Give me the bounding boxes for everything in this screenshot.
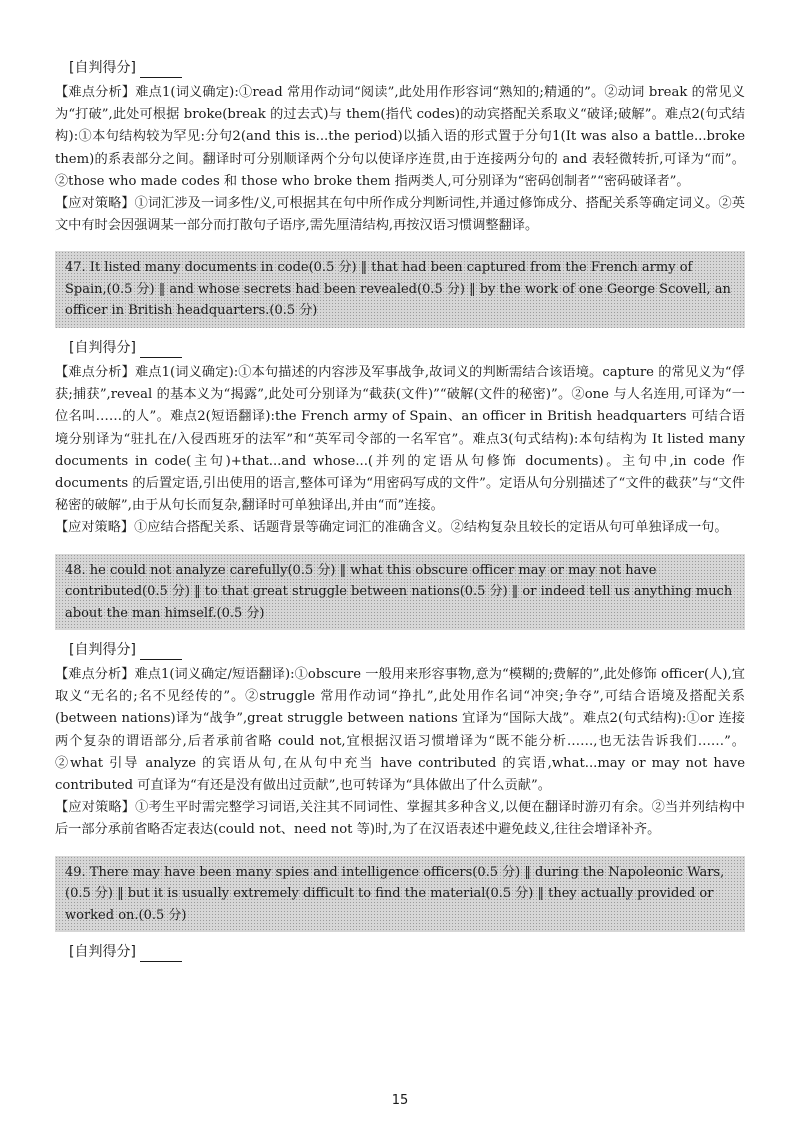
q47-analysis-paragraph: 【难点分析】难点1(词义确定):①本句描述的内容涉及军事战争,故词义的判断需结合该语境。capture 的常见义为“俘获;捕获”,reveal 的基本义为“揭露”,此处可分别译为“截获(文件)”“破解(文件的秘密)”。②one 与人名连用,可译为“一位名叫……的人”。难点2(短语翻译):the French army of Spain、an officer in British headquarters 可结合语境分别译为“驻扎在/入侵西班牙的法军”和“英军司令部的一名军官”。难点3(句式结构):本句结构为 It listed many documents in code(主句)+that...and whose...(并列的定语从句修饰 documents)。主句中,in code 作 documents 的后置定语,引出使用的语言,整体可译为“用密码写成的文件”。定语从句分别描述了“文件的截获”与“文件秘密的破解”,由于从句长而复杂,翻译时可单独译出,并由“而”连接。 [55, 364, 745, 514]
self-score-blank[interactable] [140, 63, 182, 78]
self-score-line [69, 942, 745, 962]
page-content [55, 58, 745, 966]
self-score-line [69, 640, 745, 660]
self-score-label: [自判得分] [69, 944, 136, 961]
self-score-label: [自判得分] [69, 60, 136, 76]
q48-sentence-box [55, 554, 745, 631]
q49-sentence-box [55, 856, 745, 933]
q46-analysis-paragraph: 【难点分析】难点1(词义确定):①read 常用作动词“阅读”,此处用作形容词“熟知的;精通的”。②动词 break 的常见义为“打破”,此处可根据 broke(break 的过去式)与 them(指代 codes)的动宾搭配关系取义“破译;破解”。难点2(句式结构):①本句结构较为罕见:分句2(and this is...the period)以插入语的形式置于分句1(It was also a battle...broke them)的系表部分之间。翻译时可分别顺译两个分句以使译序连贯,由于连接两分句的 and 表轻微转折,可译为“而”。②those who made codes 和 those who broke them 指两类人,可分别译为“密码创制者”“密码破译者”。 [55, 85, 745, 189]
self-score-blank[interactable] [140, 343, 182, 358]
q48-strategy-paragraph: 【应对策略】①考生平时需完整学习词语,关注其不同词性、掌握其多种含义,以便在翻译时游刃有余。②当并列结构中后一部分承前省略否定表达(could not、need not 等)时,为了在汉语表述中避免歧义,往往会增译补齐。 [55, 800, 745, 838]
self-score-line [69, 58, 745, 78]
self-score-line [69, 338, 745, 358]
q48-analysis-paragraph: 【难点分析】难点1(词义确定/短语翻译):①obscure 一般用来形容事物,意为“模糊的;费解的”,此处修饰 officer(人),宜取义“无名的;名不见经传的”。②struggle 常用作动词“挣扎”,此处用作名词“冲突;争夺”,可结合语境及搭配关系(between nations)译为“战争”,great struggle between nations 宜译为“国际大战”。难点2(句式结构):①or 连接两个复杂的谓语部分,后者承前省略 could not,宜根据汉语习惯增译为“既不能分析……,也无法告诉我们……”。②what 引导 analyze 的宾语从句,在从句中充当 have contributed 的宾语,what...may or may not have contributed 可直译为“有还是没有做出过贡献”,也可转译为“具体做出了什么贡献”。 [55, 667, 745, 794]
q46-strategy-paragraph: 【应对策略】①词汇涉及一词多性/义,可根据其在句中所作成分判断词性,并通过修饰成分、搭配关系等确定词义。②英文中有时会因强调某一部分而打散句子语序,需先厘清结构,再按汉语习惯调整翻译。 [55, 196, 745, 234]
page-number: 15 [391, 1093, 409, 1108]
self-score-label: [自判得分] [69, 339, 136, 356]
q49-sentence: 49. There may have been many spies and intelligence officers(0.5 分) ‖ during the Napoleonic Wars,(0.5 分) ‖ but it is usually extremely difficult to find the material(0.5 分) ‖ they actually provided or worked on.(0.5 分) [65, 864, 725, 923]
q47-sentence: 47. It listed many documents in code(0.5 分) ‖ that had been captured from the French army of Spain,(0.5 分) ‖ and whose secrets had been revealed(0.5 分) ‖ by the work of one George Scovell, an officer in British headquarters.(0.5 分) [65, 260, 731, 319]
q47-sentence-box [55, 251, 745, 328]
self-score-blank[interactable] [140, 947, 182, 962]
self-score-label: [自判得分] [69, 642, 136, 659]
q47-strategy-paragraph: 【应对策略】①应结合搭配关系、话题背景等确定词汇的准确含义。②结构复杂且较长的定语从句可单独译成一句。 [55, 520, 728, 536]
q48-sentence: 48. he could not analyze carefully(0.5 分) ‖ what this obscure officer may or may not have contributed(0.5 分) ‖ to that great struggle between nations(0.5 分) ‖ or indeed tell us anything much about the man himself.(0.5 分) [65, 562, 733, 621]
self-score-blank[interactable] [140, 645, 182, 660]
